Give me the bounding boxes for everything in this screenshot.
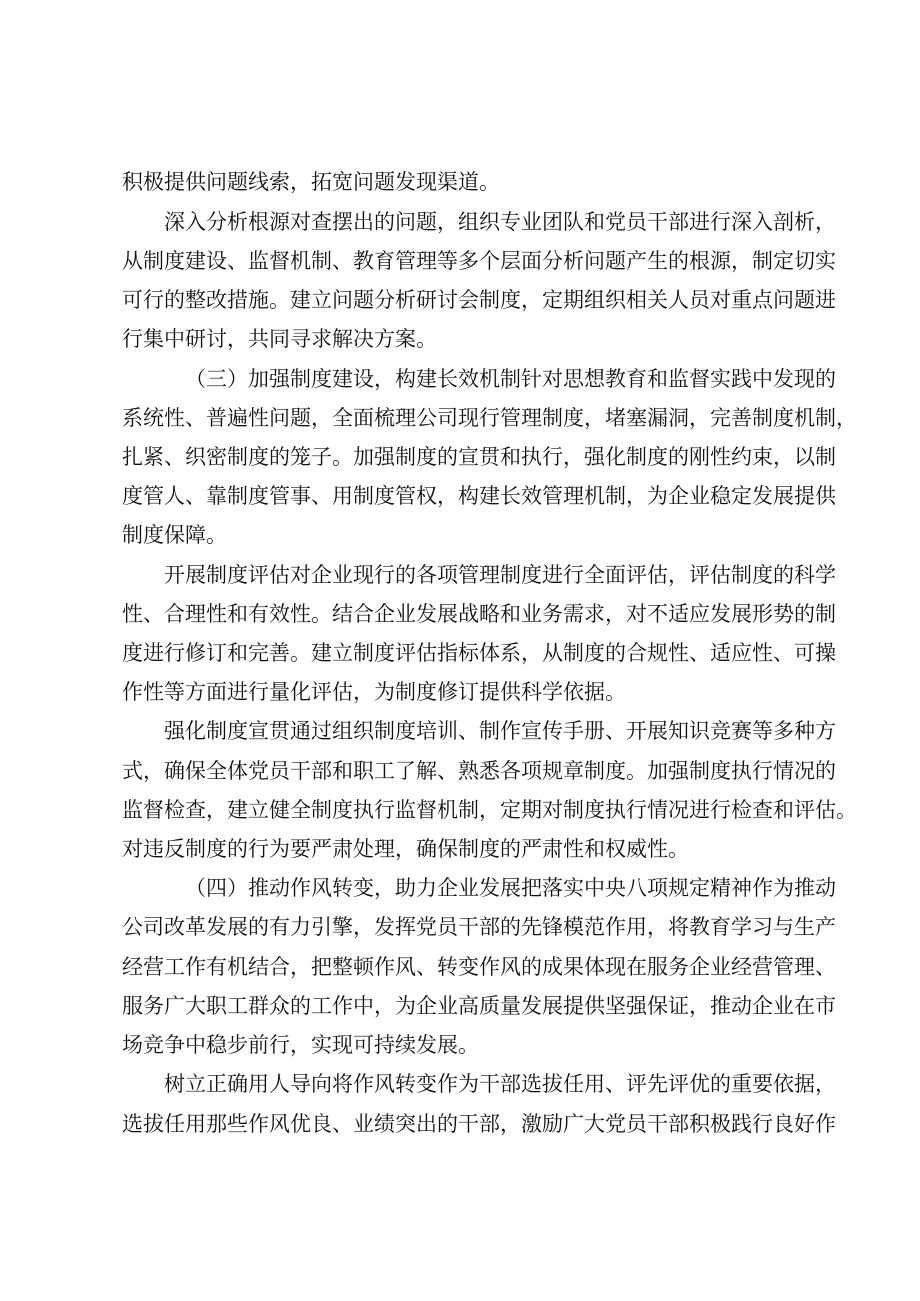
text-line: 可行的整改措施。建立问题分析研讨会制度，定期组织相关人员对重点问题进 <box>122 288 836 312</box>
text-line: 度进行修订和完善。建立制度评估指标体系，从制度的合规性、适应性、可操 <box>122 641 836 665</box>
text-line: 作性等方面进行量化评估，为制度修订提供科学依据。 <box>122 680 626 704</box>
text-line: 扎紧、织密制度的笼子。加强制度的宣贯和执行，强化制度的刚性约束，以制 <box>122 445 836 469</box>
text-line: 经营工作有机结合，把整顿作风、转变作风的成果体现在服务企业经营管理、 <box>122 955 836 979</box>
text-line: 制度保障。 <box>122 523 227 547</box>
paragraph-start-line: 开展制度评估对企业现行的各项管理制度进行全面评估，评估制度的科学 <box>164 563 836 587</box>
section-heading-line: （四）推动作风转变，助力企业发展把落实中央八项规定精神作为推动 <box>185 876 836 900</box>
section-heading-line: （三）加强制度建设，构建长效机制针对思想教育和监督实践中发现的 <box>185 367 836 391</box>
text-line: 积极提供问题线索，拓宽问题发现渠道。 <box>122 170 500 194</box>
text-line: 度管人、靠制度管事、用制度管权，构建长效管理机制，为企业稳定发展提供 <box>122 484 836 508</box>
paragraph-start-line: 树立正确用人导向将作风转变作为干部选拔任用、评先评优的重要依据， <box>164 1072 836 1096</box>
text-line: 选拔任用那些作风优良、业绩突出的干部，激励广大党员干部积极践行良好作 <box>122 1112 836 1136</box>
text-line: 公司改革发展的有力引擎，发挥党员干部的先锋模范作用，将教育学习与生产 <box>122 915 836 939</box>
text-line: 服务广大职工群众的工作中，为企业高质量发展提供坚强保证，推动企业在市 <box>122 994 836 1018</box>
text-line: 对违反制度的行为要严肃处理，确保制度的严肃性和权威性。 <box>122 837 689 861</box>
text-line: 系统性、普遍性问题，全面梳理公司现行管理制度，堵塞漏洞，完善制度机制， <box>122 406 857 430</box>
paragraph-start-line: 强化制度宣贯通过组织制度培训、制作宣传手册、开展知识竞赛等多种方 <box>164 719 836 743</box>
text-line: 行集中研讨，共同寻求解决方案。 <box>122 327 437 351</box>
text-line: 监督检查，建立健全制度执行监督机制，定期对制度执行情况进行检查和评估。 <box>122 798 857 822</box>
paragraph-start-line: 深入分析根源对查摆出的问题，组织专业团队和党员干部进行深入剖析， <box>164 210 836 234</box>
text-line: 式，确保全体党员干部和职工了解、熟悉各项规章制度。加强制度执行情况的 <box>122 759 836 783</box>
text-line: 场竞争中稳步前行，实现可持续发展。 <box>122 1033 479 1057</box>
text-line: 从制度建设、监督机制、教育管理等多个层面分析问题产生的根源，制定切实 <box>122 249 836 273</box>
text-line: 性、合理性和有效性。结合企业发展战略和业务需求，对不适应发展形势的制 <box>122 602 836 626</box>
